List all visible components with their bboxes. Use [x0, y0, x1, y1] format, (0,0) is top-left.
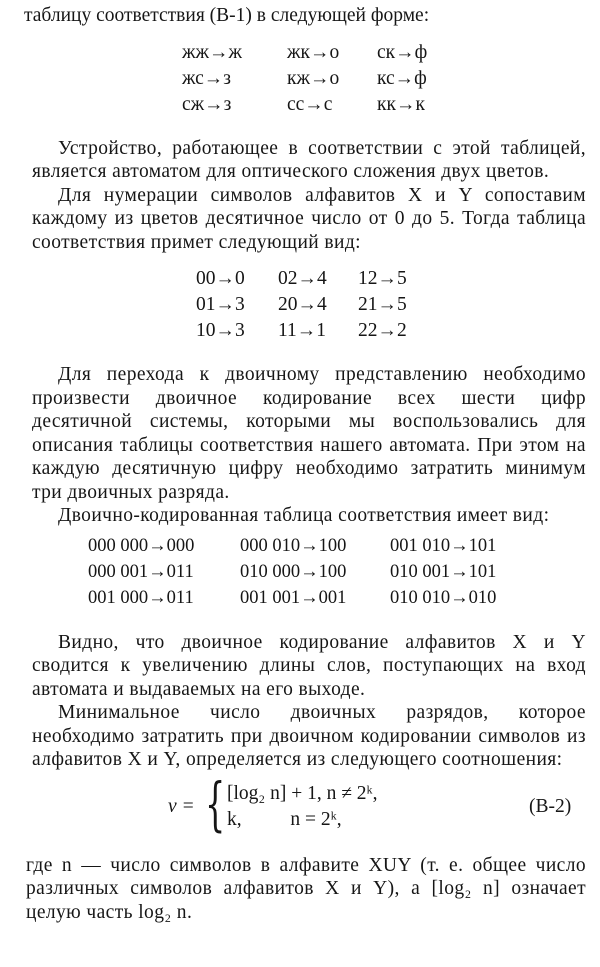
formula-brace: { — [205, 769, 226, 838]
paragraph-numbering: Для нумерации символов алфавитов X и Y сопоставим каждому из цветов десятичное число от 0 до 5. Тогда таблица соответствия примет следующий вид: — [32, 184, 586, 253]
paragraph-seen: Видно, что двоичное кодирование алфавитов X и Y сводится к увеличению длины слов, поступающих на вход автомата и выдаваемых на его выходе. — [32, 631, 586, 700]
table-cell: кк→к — [377, 93, 425, 115]
table-cell: 11→1 — [278, 320, 327, 341]
table-cell: кс→ф — [377, 67, 427, 89]
paragraph-binary: Для перехода к двоичному представлению необходимо произвести двоичное кодирование всех шести цифр десятичной системы, которыми мы воспользовались для описания таблицы соответствия нашего автомата. При этом на каждую десятичную цифру необходимо затратить минимум три двоичных разряда. — [32, 364, 586, 503]
color-correspondence-table — [32, 40, 447, 117]
table-cell: 001 010→101 — [390, 535, 497, 556]
paragraph-binary-table: Двоично-кодированная таблица соответствия имеет вид: — [58, 505, 550, 526]
table-cell: ск→ф — [377, 41, 428, 63]
formula-b2 — [32, 769, 586, 840]
table-cell: 12→5 — [358, 268, 407, 289]
table-cell: 10→3 — [196, 320, 245, 341]
table-cell: 000 000→000 — [88, 535, 195, 556]
intro-line: таблицу соответствия (B-1) в следующей форме: — [24, 5, 430, 26]
table-cell: жж→ж — [182, 41, 242, 63]
table-cell: 20→4 — [278, 294, 327, 315]
table-cell: кж→о — [287, 67, 340, 89]
table-cell: жс→з — [182, 67, 231, 89]
table-cell: 000 001→011 — [88, 561, 194, 582]
table-cell: сс→с — [287, 93, 333, 115]
paragraph-device: Устройство, работающее в соответствии с этой таблицей, является автоматом для оптического сложения двух цветов. — [32, 137, 586, 182]
formula-lhs: v = — [168, 795, 195, 817]
table-cell: 010 001→101 — [390, 561, 497, 582]
table-cell: 010 000→100 — [240, 561, 347, 582]
paragraph-minimal: Минимальное число двоичных разрядов, которое необходимо затратить при двоичном кодировании символов из алфавитов X и Y, определяется из следующего соотношения: — [32, 702, 586, 770]
page — [24, 4, 586, 924]
table-cell: 001 001→001 — [240, 587, 347, 608]
table-cell: 22→2 — [358, 320, 407, 341]
paragraph-where: где n — число символов в алфавите XUY (т. е. общее число различных символов алфавитов X и Y), а [log₂ n] означает целую часть log₂ n. — [26, 854, 586, 923]
table-cell: жк→о — [287, 41, 340, 63]
formula-number: (B-2) — [529, 795, 572, 817]
decimal-correspondence-table — [32, 266, 428, 343]
binary-correspondence-table — [32, 534, 530, 611]
table-cell: 21→5 — [358, 294, 407, 315]
table-cell: 02→4 — [278, 268, 327, 289]
formula-case-1: [log₂ n] + 1, n ≠ 2ᵏ, — [227, 782, 378, 804]
table-cell: 01→3 — [196, 294, 245, 315]
table-cell: 000 010→100 — [240, 535, 347, 556]
table-cell: 001 000→011 — [88, 587, 194, 608]
table-cell: 010 010→010 — [390, 587, 497, 608]
formula-case-2: k, n = 2ᵏ, — [227, 808, 342, 830]
table-cell: сж→з — [182, 93, 232, 115]
table-cell: 00→0 — [196, 268, 245, 289]
